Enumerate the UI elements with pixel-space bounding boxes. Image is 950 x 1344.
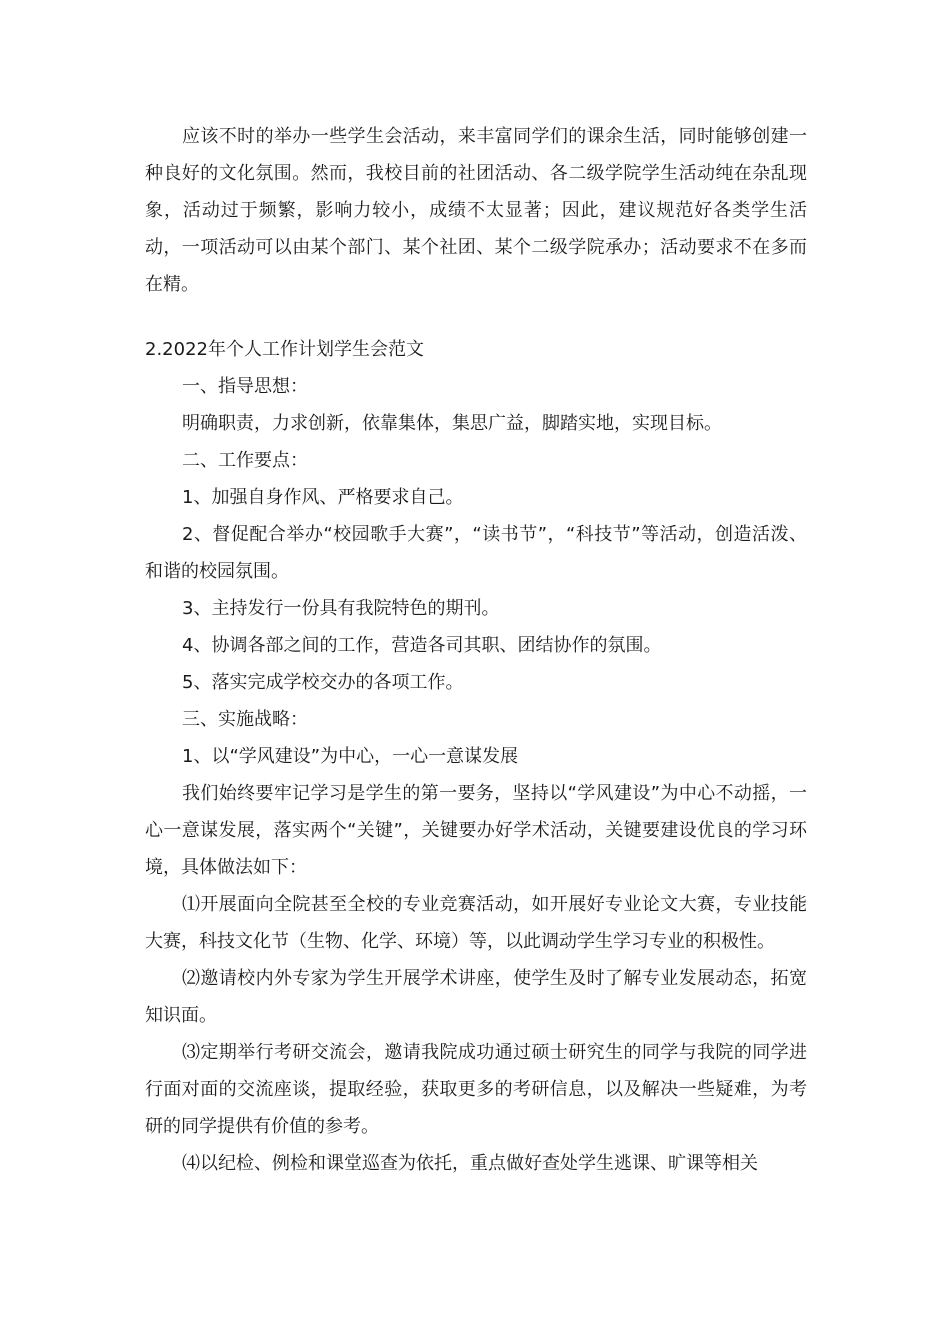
list-item-1: 1、加强自身作风、严格要求自己。 (182, 487, 464, 508)
heading-guiding-thought: 一、指导思想： (182, 376, 308, 397)
measure-item-2: ⑵邀请校内外专家为学生开展学术讲座，使学生及时了解专业发展动态，拓宽知识面。 (145, 968, 807, 1026)
list-item-3: 3、主持发行一份具有我院特色的期刊。 (182, 598, 500, 619)
strategy-subheading-1: 1、以“学风建设”为中心，一心一意谋发展 (182, 746, 519, 767)
list-item-2: 2、督促配合举办“校园歌手大赛”，“读书节”，“科技节”等活动，创造活泼、和谐的校园氛围。 (145, 524, 807, 582)
section-title: 2.2022年个人工作计划学生会范文 (145, 339, 424, 360)
document-body (145, 118, 807, 1182)
list-item-4: 4、协调各部之间的工作，营造各司其职、团结协作的氛围。 (182, 635, 662, 656)
intro-paragraph: 应该不时的举办一些学生会活动，来丰富同学们的课余生活，同时能够创建一种良好的文化氛围。然而，我校目前的社团活动、各二级学院学生活动纯在杂乱现象，活动过于频繁，影响力较小，成绩不太显著；因此，建议规范好各类学生活动，一项活动可以由某个部门、某个社团、某个二级学院承办；活动要求不在多而在精。 (145, 126, 807, 295)
list-item-5: 5、落实完成学校交办的各项工作。 (182, 672, 464, 693)
heading-strategy: 三、实施战略： (182, 709, 308, 730)
measure-item-3: ⑶定期举行考研交流会，邀请我院成功通过硕士研究生的同学与我院的同学进行面对面的交流座谈，提取经验，获取更多的考研信息，以及解决一些疑难，为考研的同学提供有价值的参考。 (145, 1042, 807, 1137)
measure-item-1: ⑴开展面向全院甚至全校的专业竞赛活动，如开展好专业论文大赛，专业技能大赛，科技文化节（生物、化学、环境）等，以此调动学生学习专业的积极性。 (145, 894, 807, 952)
heading-work-points: 二、工作要点： (182, 450, 308, 471)
strategy-paragraph: 我们始终要牢记学习是学生的第一要务，坚持以“学风建设”为中心不动摇，一心一意谋发展，落实两个“关键”，关键要办好学术活动，关键要建设优良的学习环境，具体做法如下： (145, 783, 807, 878)
paragraph-guiding-content: 明确职责，力求创新，依靠集体，集思广益，脚踏实地，实现目标。 (182, 413, 722, 434)
measure-item-4: ⑷以纪检、例检和课堂巡查为依托，重点做好查处学生逃课、旷课等相关 (182, 1153, 758, 1174)
